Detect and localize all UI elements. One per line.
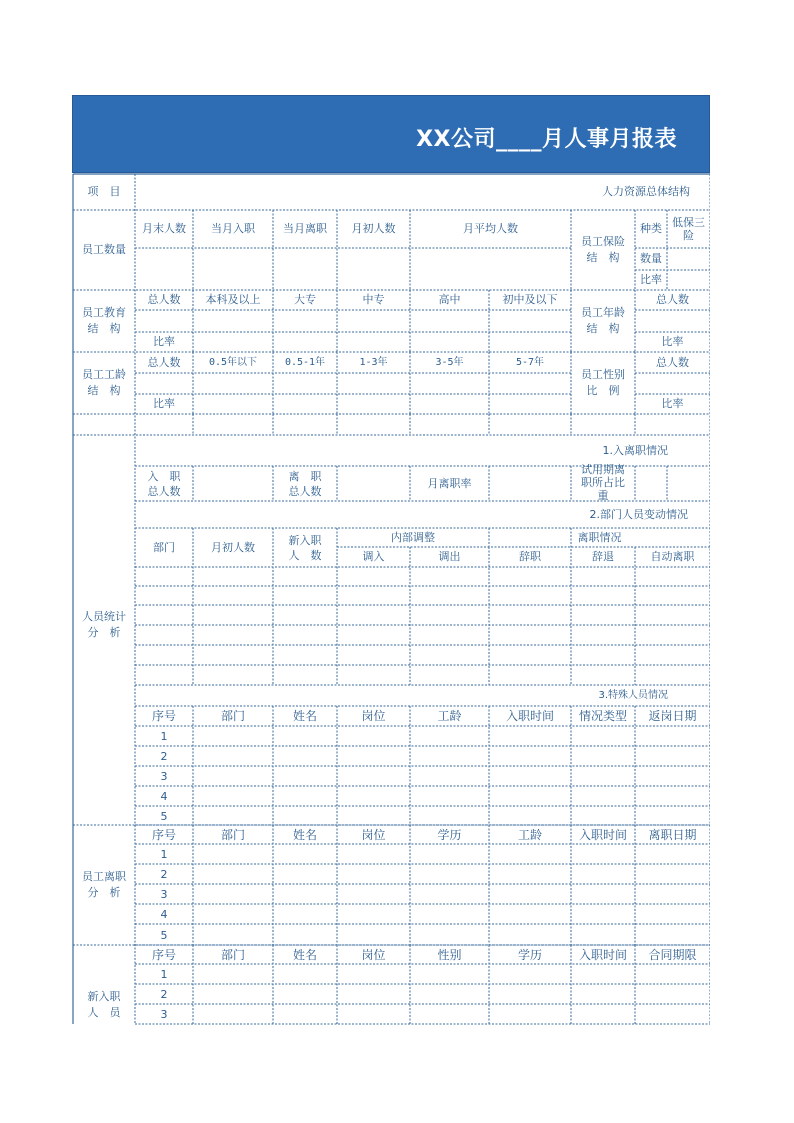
insurance-kind-label: 低保三 险 bbox=[672, 216, 705, 242]
gender-total-label: 总人数 bbox=[656, 355, 689, 369]
newhire-col-header: 性别 bbox=[437, 947, 462, 962]
newhire-row-index: 1 bbox=[160, 968, 168, 981]
age-ratio-label: 比率 bbox=[661, 335, 684, 348]
change-subheader: 辞职 bbox=[519, 550, 541, 563]
education-ratio-label: 比率 bbox=[153, 335, 175, 348]
special-row-index: 3 bbox=[160, 770, 168, 783]
new-hire-col-header: 新入职 人 数 bbox=[288, 533, 322, 562]
education-col-header: 本科及以上 bbox=[205, 293, 261, 306]
departure-col-header: 离职日期 bbox=[648, 827, 697, 842]
education-col-header: 高中 bbox=[438, 293, 461, 306]
insurance-ratio-label: 比率 bbox=[640, 273, 662, 286]
departure-row-index: 5 bbox=[160, 928, 168, 942]
section1-title: 1.入离职情况 bbox=[602, 444, 668, 457]
education-col-header: 中专 bbox=[362, 293, 385, 306]
departure-col-header: 序号 bbox=[151, 827, 176, 842]
age-label: 员工年龄 结 构 bbox=[581, 306, 625, 335]
departure-row-index: 3 bbox=[160, 888, 168, 901]
newhire-col-header: 岗位 bbox=[361, 947, 386, 962]
leave-rate-label: 月离职率 bbox=[427, 476, 472, 490]
special-col-header: 工龄 bbox=[437, 709, 462, 723]
departure-row-index: 4 bbox=[160, 908, 168, 921]
education-label: 员工教育 结 构 bbox=[82, 306, 126, 335]
headcount-col-header: 当月入职 bbox=[211, 222, 255, 235]
special-row-index: 1 bbox=[160, 730, 168, 743]
hire-total-label: 入 职 总人数 bbox=[147, 469, 181, 498]
item-header: 项 目 bbox=[87, 185, 121, 198]
departure-col-header: 入职时间 bbox=[578, 827, 627, 842]
special-col-header: 入职时间 bbox=[505, 709, 554, 723]
departure-col-header: 工龄 bbox=[517, 827, 542, 842]
report-title: XX公司____月人事月报表 bbox=[416, 127, 677, 152]
departure-row-index: 1 bbox=[160, 848, 168, 861]
tenure-col-header: 1-3年 bbox=[359, 356, 388, 368]
education-col-header: 总人数 bbox=[147, 293, 181, 306]
start-count-col-header: 月初人数 bbox=[211, 540, 255, 554]
internal-adjust-header: 内部调整 bbox=[391, 530, 435, 544]
special-col-header: 部门 bbox=[220, 709, 245, 723]
newhire-label: 新入职 人 员 bbox=[87, 990, 121, 1019]
newhire-col-header: 部门 bbox=[220, 947, 245, 962]
gender-ratio-label: 比率 bbox=[661, 397, 684, 410]
special-col-header: 返岗日期 bbox=[648, 709, 697, 723]
tenure-col-header: 5-7年 bbox=[515, 356, 545, 368]
special-col-header: 序号 bbox=[151, 709, 176, 723]
probation-leave-label: 试用期离 职所占比 重 bbox=[581, 463, 625, 502]
gender-label: 员工性别 比 例 bbox=[581, 368, 625, 397]
change-subheader: 调入 bbox=[362, 550, 385, 563]
stats-label: 人员统计 分 析 bbox=[82, 610, 126, 639]
leave-total-label: 离 职 总人数 bbox=[288, 469, 322, 498]
tenure-col-header: 总人数 bbox=[147, 355, 181, 369]
insurance-count-label: 数量 bbox=[640, 252, 662, 265]
insurance-label: 员工保险 结 构 bbox=[581, 235, 625, 264]
special-row-index: 2 bbox=[160, 750, 168, 763]
special-col-header: 情况类型 bbox=[578, 709, 627, 723]
newhire-col-header: 学历 bbox=[517, 947, 542, 962]
departure-col-header: 学历 bbox=[437, 827, 462, 842]
tenure-col-header: 3-5年 bbox=[435, 356, 464, 368]
tenure-col-header: 0.5年以下 bbox=[208, 356, 258, 368]
age-total-label: 总人数 bbox=[656, 293, 689, 306]
tenure-ratio-label: 比率 bbox=[153, 397, 175, 410]
special-row-index: 5 bbox=[160, 809, 168, 823]
newhire-col-header: 入职时间 bbox=[578, 947, 627, 962]
newhire-row-index: 3 bbox=[160, 1008, 168, 1021]
headcount-col-header: 月初人数 bbox=[351, 222, 396, 235]
departure-label: 员工离职 分 析 bbox=[82, 870, 126, 899]
newhire-row-index: 2 bbox=[160, 988, 168, 1001]
departure-row-index: 2 bbox=[160, 868, 168, 881]
change-subheader: 自动离职 bbox=[650, 550, 695, 563]
section3-title: 3.特殊人员情况 bbox=[598, 690, 668, 701]
headcount-col-header: 当月离职 bbox=[283, 222, 327, 235]
departure-col-header: 岗位 bbox=[361, 827, 386, 842]
section2-title: 2.部门人员变动情况 bbox=[589, 508, 688, 521]
tenure-label: 员工工龄 结 构 bbox=[82, 368, 126, 397]
education-col-header: 大专 bbox=[294, 293, 316, 306]
special-col-header: 岗位 bbox=[361, 709, 386, 723]
overview-header: 人力资源总体结构 bbox=[602, 185, 690, 198]
report-sheet bbox=[72, 95, 710, 1025]
departure-col-header: 姓名 bbox=[292, 827, 317, 842]
special-row-index: 4 bbox=[160, 790, 168, 803]
change-subheader: 调出 bbox=[438, 550, 461, 563]
change-subheader: 辞退 bbox=[592, 550, 614, 563]
headcount-col-header: 月末人数 bbox=[142, 222, 186, 235]
insurance-type-label: 种类 bbox=[640, 222, 662, 235]
tenure-col-header: 0.5-1年 bbox=[284, 356, 326, 368]
departure-col-header: 部门 bbox=[220, 827, 245, 842]
newhire-col-header: 姓名 bbox=[292, 947, 317, 962]
dept-col-header: 部门 bbox=[153, 540, 175, 554]
headcount-label: 员工数量 bbox=[82, 243, 126, 256]
newhire-col-header: 序号 bbox=[151, 947, 176, 962]
newhire-col-header: 合同期限 bbox=[648, 947, 697, 962]
education-col-header: 初中及以下 bbox=[502, 293, 558, 306]
leave-status-header: 离职情况 bbox=[577, 530, 622, 544]
special-col-header: 姓名 bbox=[292, 709, 317, 723]
headcount-col-header: 月平均人数 bbox=[463, 222, 518, 235]
